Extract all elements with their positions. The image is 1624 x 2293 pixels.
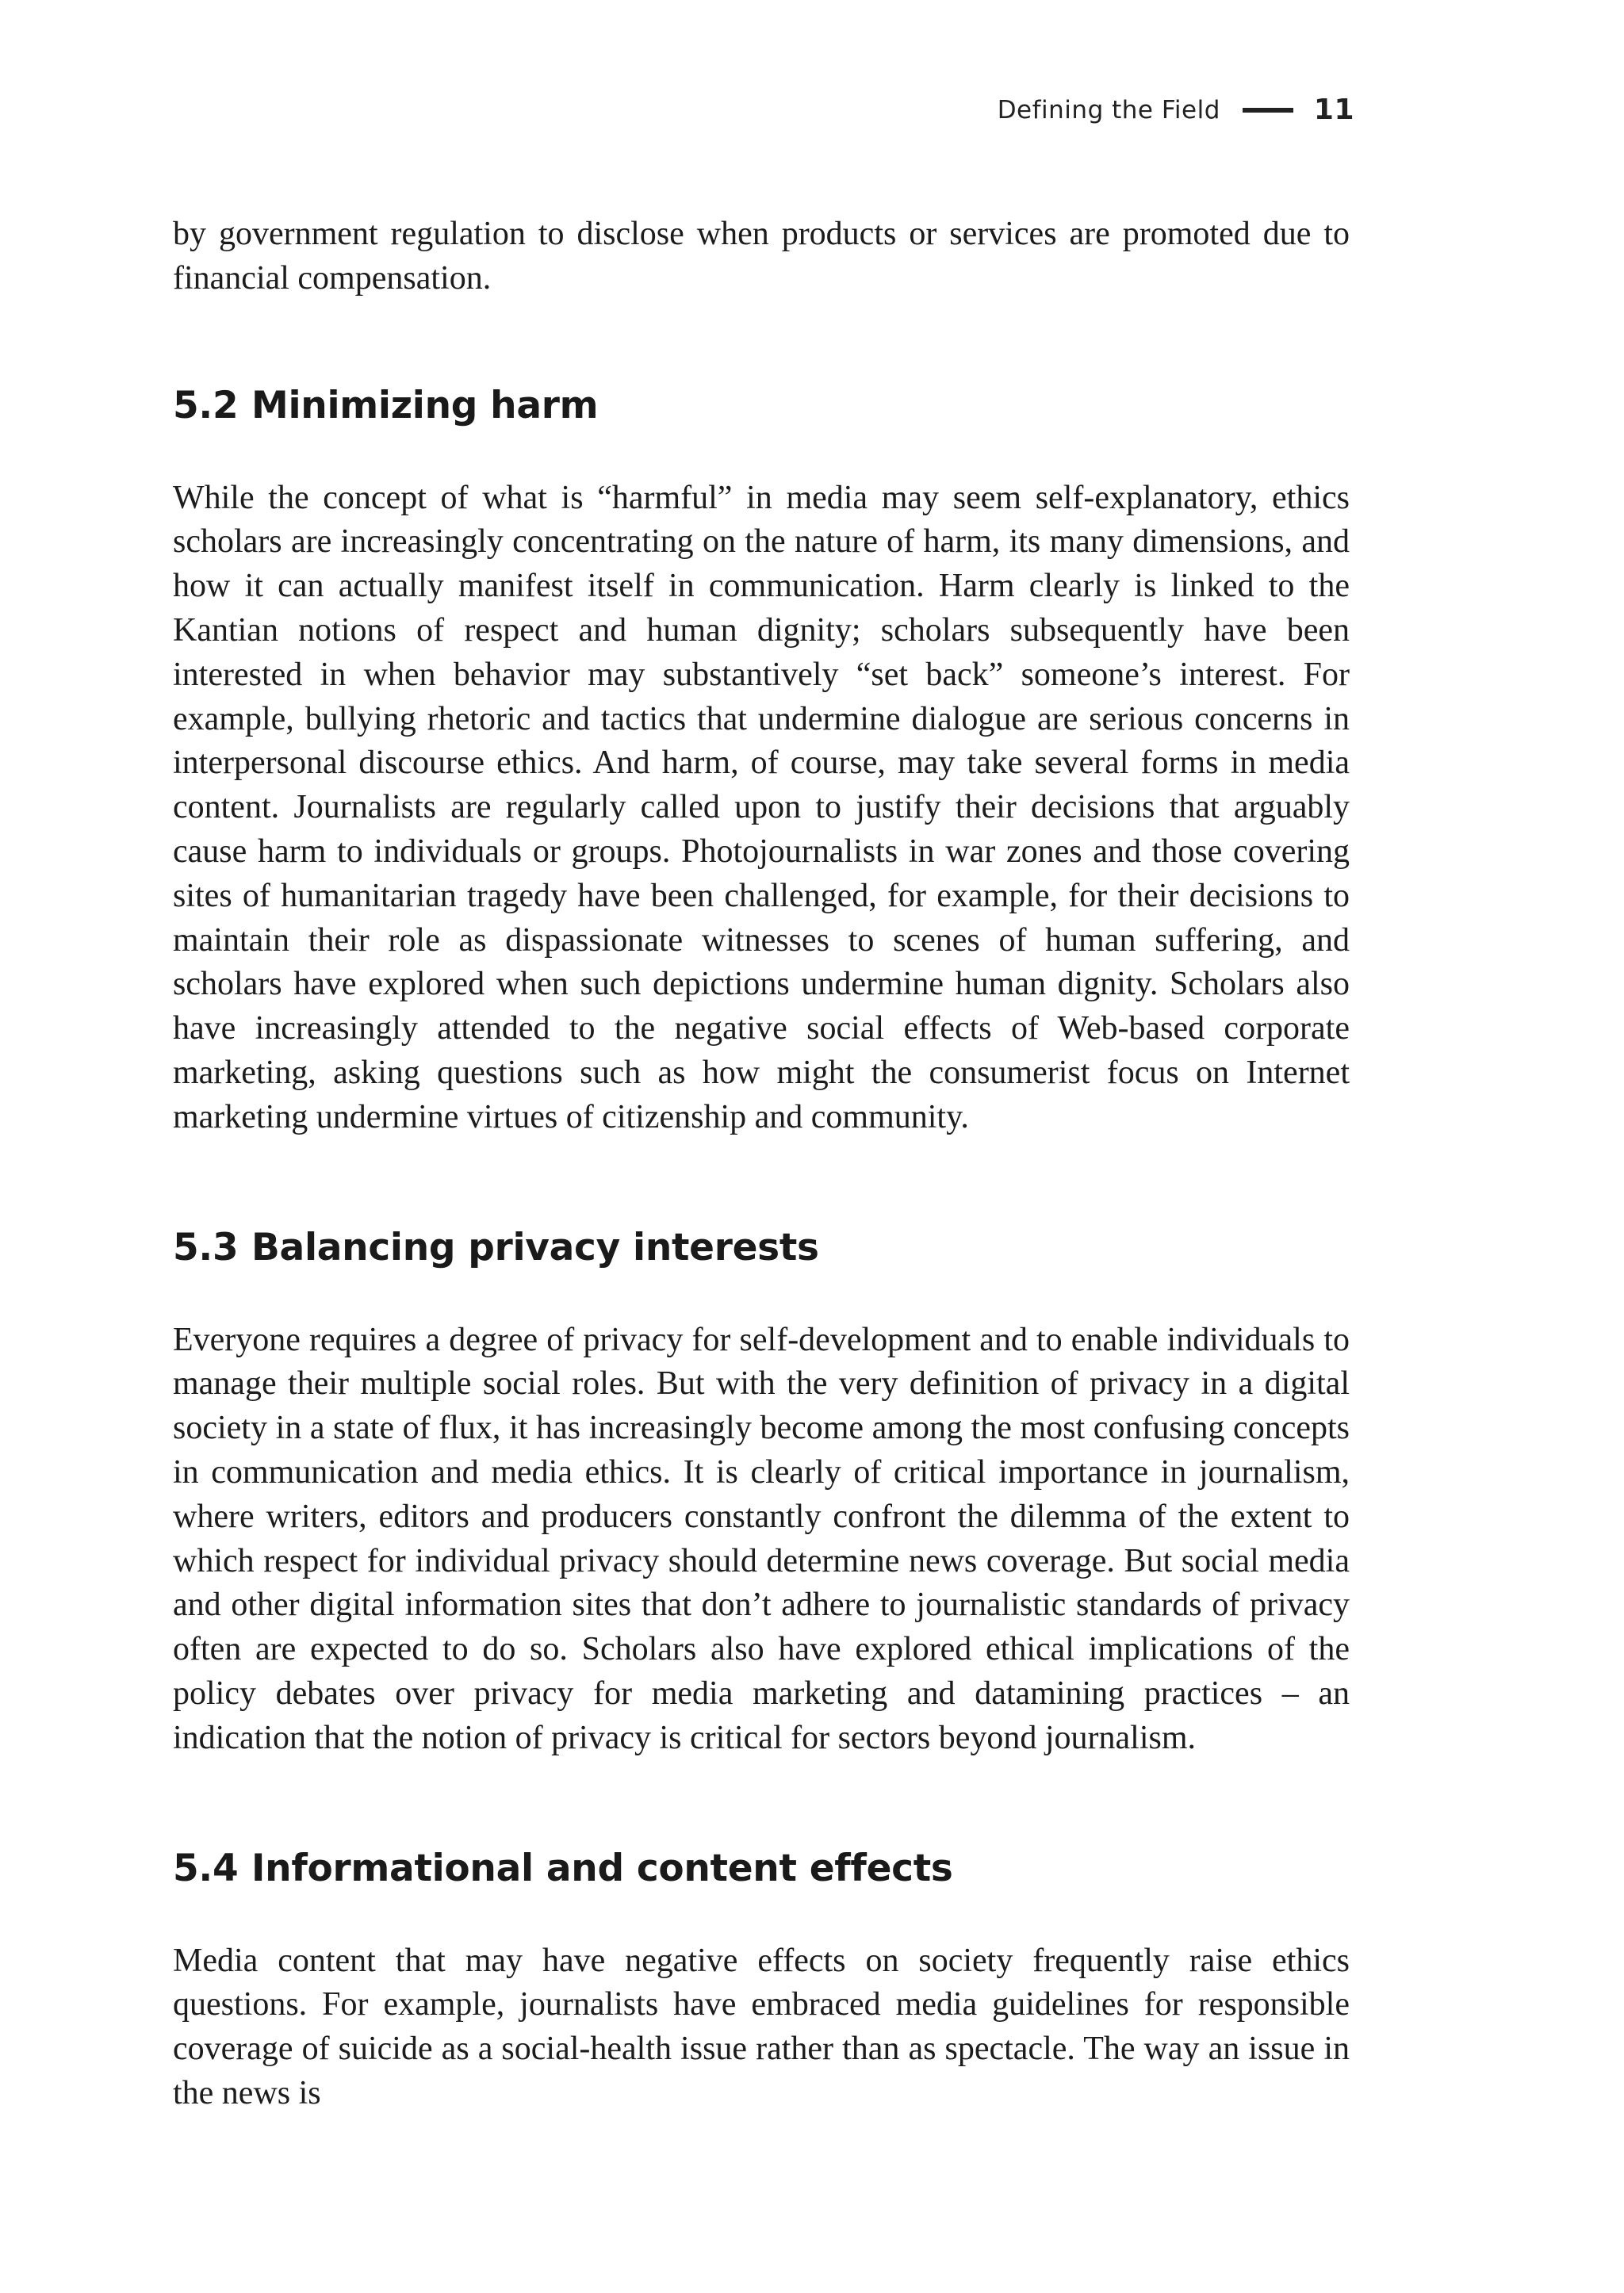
section-paragraph-minimizing-harm: While the concept of what is “harmful” in media may seem self-explanatory, ethics scholars are increasingly concentrating on the nature of harm, its many dimensions, and how it can actually manifest itself in communication. Harm clearly is linked to the Kantian notions of respect and human dignity; scholars subsequently have been interested in when behavior may substantively “set back” someone’s interest. For example, bullying rhetoric and tactics that undermine dialogue are serious concerns in interpersonal discourse ethics. And harm, of course, may take several forms in media content. Journalists are regularly called upon to justify their decisions that arguably cause harm to individuals or groups. Photojournalists in war zones and those covering sites of humanitarian tragedy have been challenged, for example, for their decisions to maintain their role as dispassionate witnesses to scenes of human suffering, and scholars have explored when such depictions undermine human dignity. Scholars also have increasingly attended to the negative social effects of Web-based corporate marketing, asking questions such as how might the consumerist focus on Internet marketing undermine virtues of citizenship and community. xyxy=(173,479,1350,1135)
page-body xyxy=(173,212,1350,2116)
intro-paragraph: by government regulation to disclose when products or services are promoted due to financial compensation. xyxy=(173,216,1350,297)
section-heading-content-effects xyxy=(173,1847,1350,1890)
section-paragraph-content-effects: Media content that may have negative effects on society frequently raise ethics questions. For example, journalists have embraced media guidelines for responsible coverage of suicide as a social-health issue rather than as spectacle. The way an issue in the news is xyxy=(173,1942,1350,2111)
section-heading-minimizing-harm xyxy=(173,384,1350,427)
section-title: Minimizing harm xyxy=(251,383,599,427)
section-number: 5.4 xyxy=(173,1846,239,1890)
page-number: 11 xyxy=(1313,94,1354,126)
section-paragraph-balancing-privacy: Everyone requires a degree of privacy for self-development and to enable individuals to manage their multiple social roles. But with the very definition of privacy in a digital society in a state of flux, it has increasingly become among the most confusing concepts in communication and media ethics. It is clearly of critical importance in journalism, where writers, editors and producers constantly confront the dilemma of the extent to which respect for individual privacy should determine news coverage. But social media and other digital information sites that don’t adhere to journalistic standards of privacy often are expected to do so. Scholars also have explored ethical implications of the policy debates over privacy for media marketing and datamining practices – an indication that the notion of privacy is critical for sectors beyond journalism. xyxy=(173,1321,1350,1756)
section-number: 5.3 xyxy=(173,1225,239,1269)
section-heading-balancing-privacy xyxy=(173,1226,1350,1269)
running-head-title: Defining the Field xyxy=(997,95,1220,124)
section-title: Balancing privacy interests xyxy=(251,1225,819,1269)
running-head-rule xyxy=(1243,108,1293,113)
running-head xyxy=(998,94,1354,126)
section-number: 5.2 xyxy=(173,383,239,427)
section-title: Informational and content effects xyxy=(251,1846,953,1890)
